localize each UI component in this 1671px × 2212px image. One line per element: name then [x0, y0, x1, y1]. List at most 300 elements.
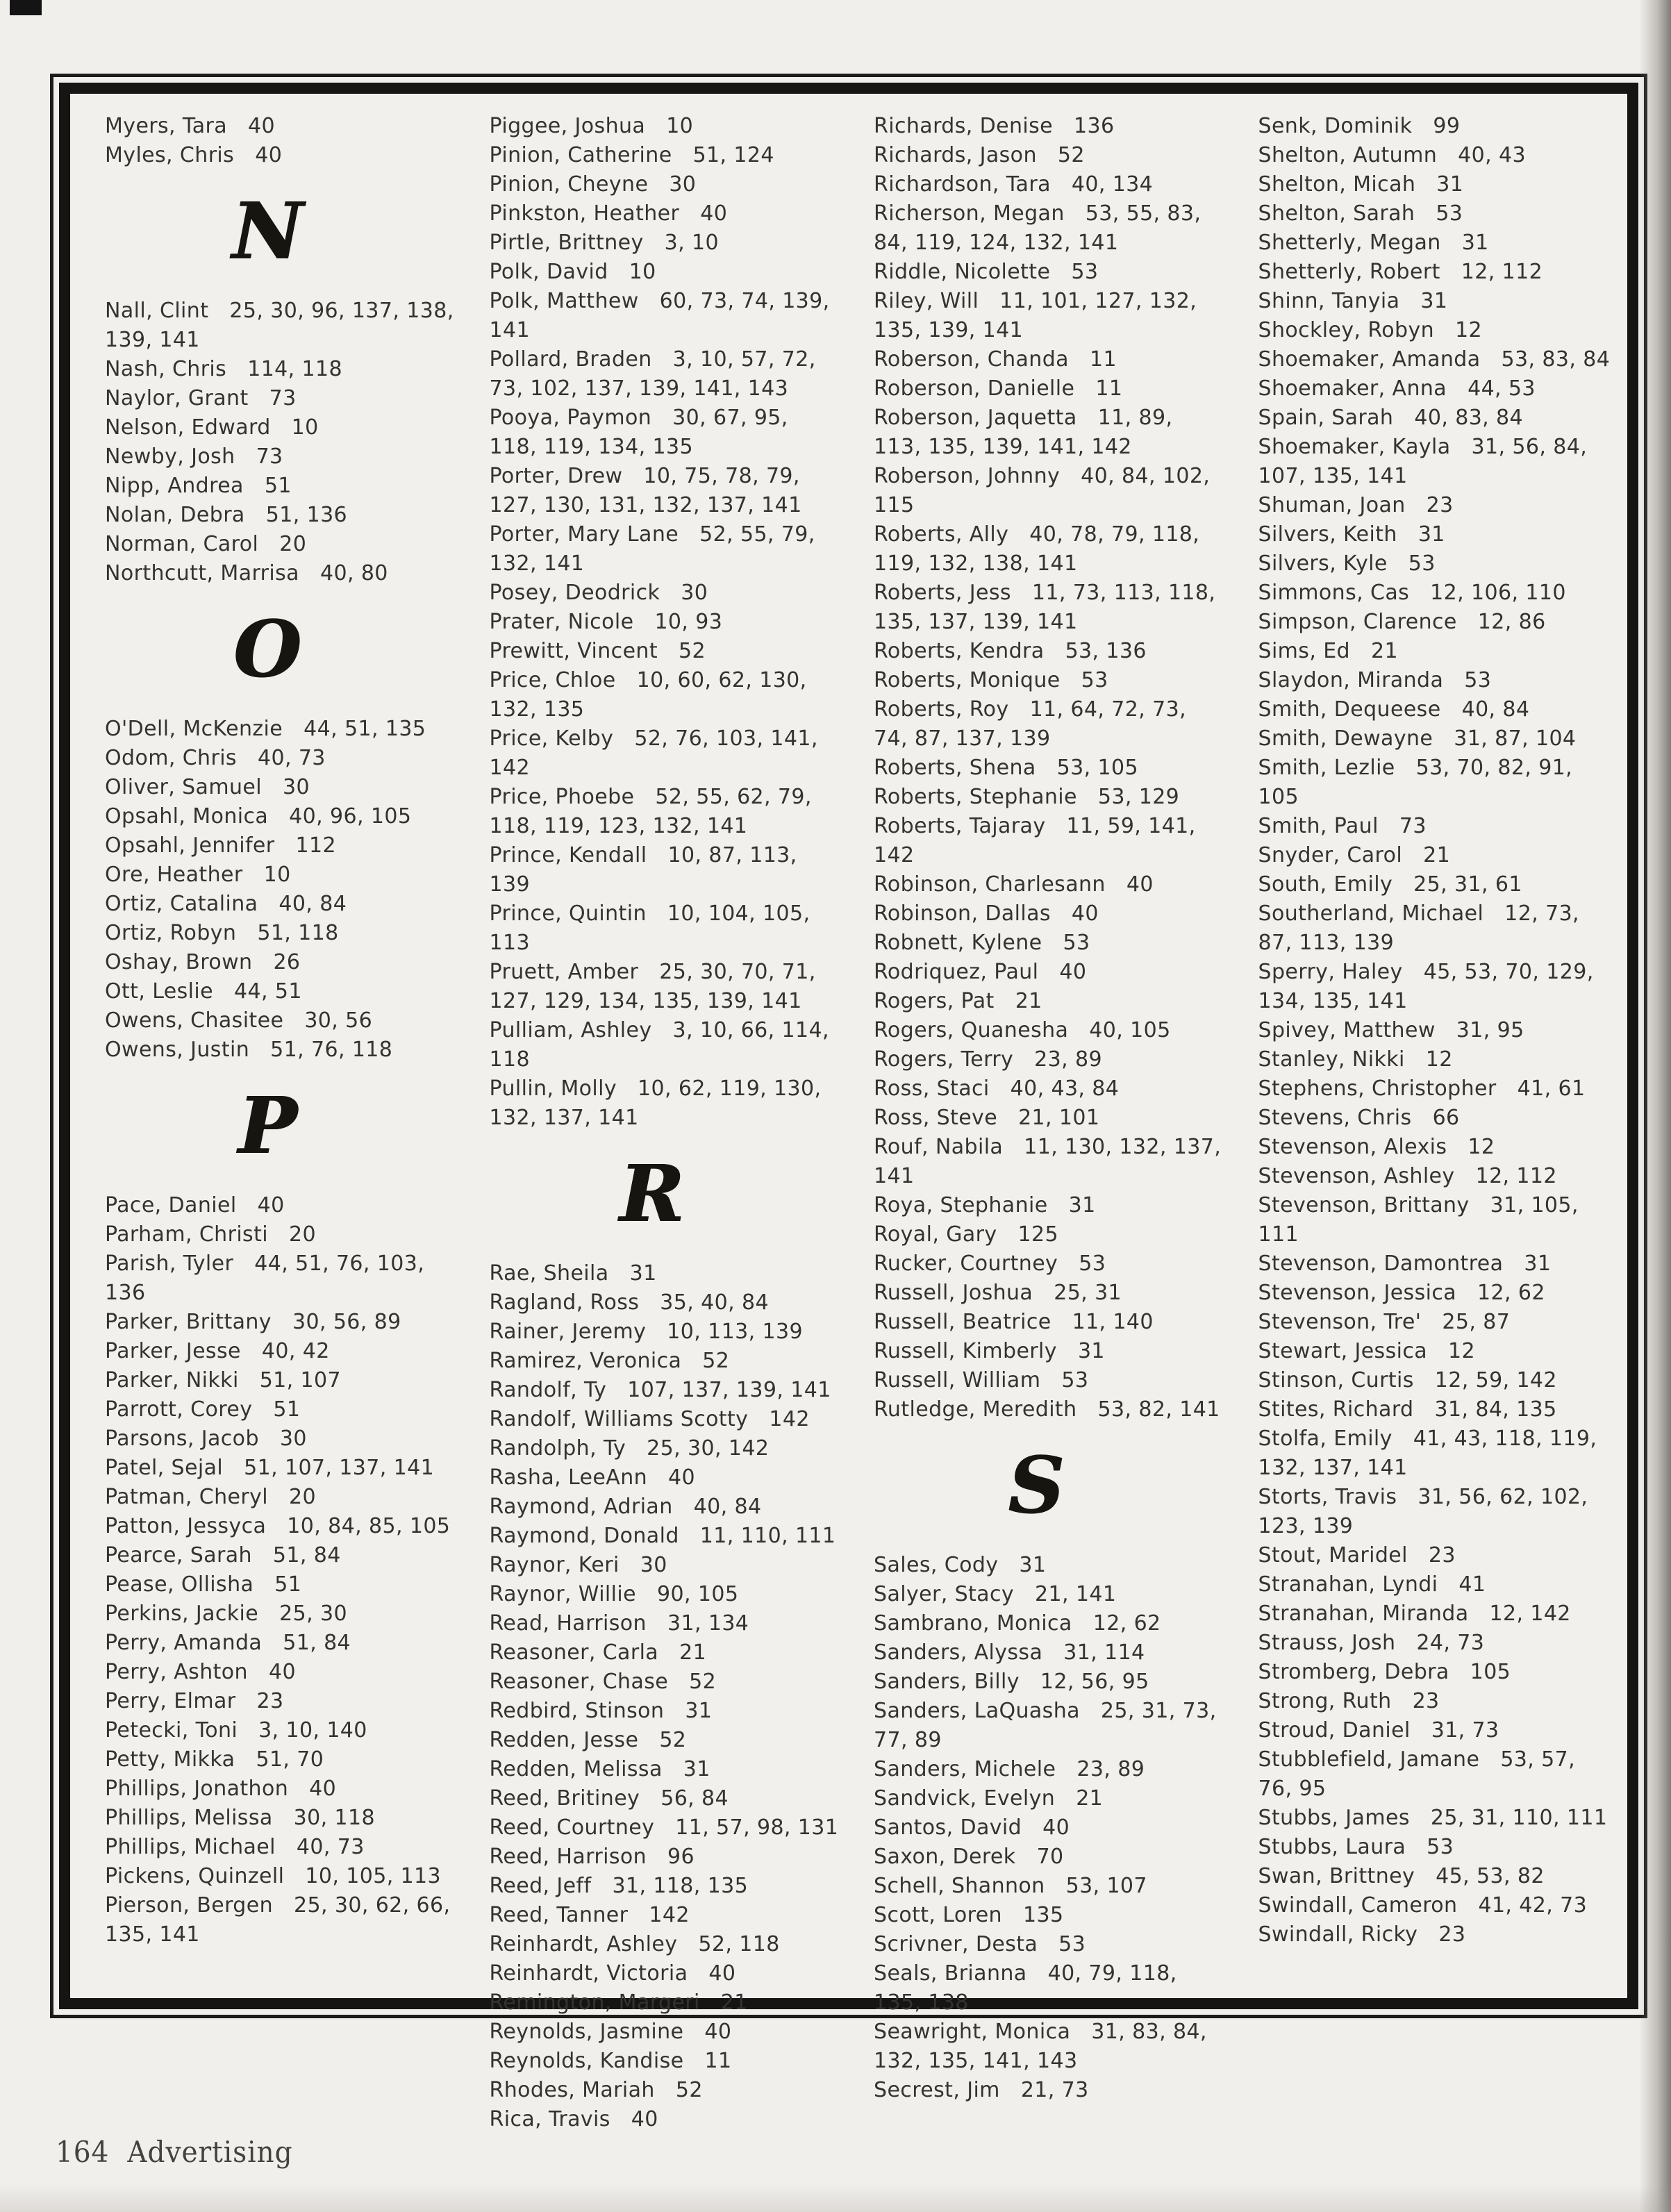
index-entry [105, 1220, 458, 1249]
index-entry [1258, 695, 1611, 724]
entry-pages: 25, 30, 96, 137, 138, 139, 141 [105, 299, 454, 352]
entry-name: Storts, Travis [1258, 1485, 1397, 1509]
index-entry [490, 170, 842, 199]
entry-pages: 53 [1081, 668, 1108, 692]
entry-pages: 96 [667, 1845, 695, 1869]
entry-name: Spivey, Matthew [1258, 1018, 1436, 1042]
entry-pages: 40, 78, 79, 118, 119, 132, 138, 141 [874, 522, 1200, 576]
index-entry [1258, 1337, 1611, 1366]
entry-name: Perry, Ashton [105, 1660, 248, 1684]
entry-pages: 25, 31 [1054, 1281, 1122, 1305]
index-entry [490, 1074, 842, 1133]
index-entry [105, 1366, 458, 1395]
entry-pages: 23, 89 [1034, 1047, 1102, 1072]
index-entry [1258, 1687, 1611, 1716]
index-entry [1258, 141, 1611, 170]
entry-name: Stout, Maridel [1258, 1543, 1408, 1567]
index-entry [105, 1424, 458, 1454]
entry-pages: 40, 80 [319, 561, 388, 585]
entry-pages: 53, 136 [1065, 639, 1147, 663]
index-entry [874, 1580, 1227, 1609]
entry-pages: 53, 82, 141 [1097, 1397, 1220, 1422]
entry-name: Shelton, Sarah [1258, 201, 1415, 226]
entry-name: Perry, Elmar [105, 1689, 236, 1713]
index-entry [490, 1813, 842, 1843]
entry-name: Royal, Gary [874, 1222, 997, 1247]
entry-pages: 10 [263, 863, 291, 887]
entry-name: Rhodes, Mariah [489, 2078, 655, 2102]
entry-name: Strong, Ruth [1258, 1689, 1392, 1713]
entry-pages: 40 [255, 143, 283, 167]
entry-name: Shoemaker, Kayla [1258, 435, 1451, 459]
entry-name: Scott, Loren [874, 1903, 1002, 1927]
entry-name: Sims, Ed [1258, 639, 1351, 663]
entry-name: Roberts, Ally [874, 522, 1009, 547]
entry-name: Reasoner, Chase [489, 1670, 669, 1694]
entry-name: Sanders, Alyssa [874, 1640, 1043, 1665]
entry-name: Reinhardt, Victoria [489, 1961, 688, 1986]
index-entry [490, 199, 842, 228]
entry-pages: 11 [1089, 347, 1117, 372]
index-entry [105, 919, 458, 948]
index-entry [490, 1317, 842, 1347]
index-entry [874, 783, 1227, 812]
index-entry [874, 1279, 1227, 1308]
index-entry [874, 1609, 1227, 1638]
index-entry [105, 1833, 458, 1862]
entry-name: Roberts, Kendra [874, 639, 1045, 663]
entry-name: Sambrano, Monica [874, 1611, 1072, 1636]
entry-pages: 40, 42 [261, 1339, 330, 1363]
entry-name: Pickens, Quinzell [105, 1864, 285, 1888]
entry-pages: 40, 84 [693, 1495, 762, 1519]
entry-name: Redbird, Stinson [489, 1699, 665, 1723]
index-entry [874, 1308, 1227, 1337]
index-entry [105, 948, 458, 977]
entry-pages: 11, 73, 113, 118, 135, 137, 139, 141 [874, 581, 1216, 634]
index-entry [1258, 579, 1611, 608]
entry-name: Slaydon, Miranda [1258, 668, 1444, 692]
entry-name: Stevens, Chris [1258, 1106, 1412, 1130]
index-entry [1258, 520, 1611, 549]
index-column [874, 112, 1227, 2102]
entry-name: Smith, Lezlie [1258, 756, 1395, 780]
index-entry [1258, 112, 1611, 141]
index-entry [490, 666, 842, 724]
entry-name: Stephens, Christopher [1258, 1076, 1497, 1101]
index-entry [874, 1104, 1227, 1133]
index-entry [490, 258, 842, 287]
index-entry [1258, 374, 1611, 404]
index-entry [105, 442, 458, 472]
index-entry [490, 287, 842, 345]
entry-name: Reynolds, Jasmine [489, 2020, 684, 2044]
index-entry [490, 1755, 842, 1784]
entry-pages: 31 [1077, 1339, 1105, 1363]
entry-name: Shelton, Autumn [1258, 143, 1438, 167]
entry-pages: 31, 87, 104 [1454, 726, 1577, 751]
entry-name: Ortiz, Robyn [105, 921, 237, 945]
entry-name: Roberson, Danielle [874, 376, 1075, 401]
entry-name: Simmons, Cas [1258, 581, 1410, 605]
entry-pages: 3, 10, 66, 114, 118 [489, 1018, 829, 1072]
index-entry [105, 890, 458, 919]
entry-pages: 90, 105 [657, 1582, 739, 1606]
index-entry [490, 2047, 842, 2076]
entry-pages: 53 [1058, 1932, 1086, 1956]
index-entry [490, 1609, 842, 1638]
entry-name: Naylor, Grant [105, 386, 249, 410]
entry-name: Stevenson, Alexis [1258, 1135, 1447, 1159]
index-entry [490, 1434, 842, 1463]
index-entry [874, 1045, 1227, 1074]
entry-name: Parham, Christi [105, 1222, 268, 1247]
index-entry [490, 1784, 842, 1813]
entry-name: Oliver, Samuel [105, 775, 262, 799]
index-entry [874, 374, 1227, 404]
index-entry [490, 1930, 842, 1959]
section-letter-p: P [238, 1081, 297, 1172]
entry-pages: 52 [659, 1728, 687, 1752]
entry-pages: 10, 75, 78, 79, 127, 130, 131, 132, 137, 141 [489, 464, 802, 517]
index-entry [1258, 1658, 1611, 1687]
entry-name: Roberts, Roy [874, 697, 1009, 722]
entry-name: Stromberg, Debra [1258, 1660, 1449, 1684]
entry-pages: 25, 30, 62, 66, 135, 141 [105, 1893, 451, 1947]
entry-pages: 51, 136 [265, 503, 348, 527]
entry-pages: 25, 30 [279, 1602, 347, 1626]
entry-name: Stevenson, Ashley [1258, 1164, 1455, 1188]
entry-name: Sales, Cody [874, 1553, 999, 1577]
entry-pages: 53 [1427, 1835, 1454, 1859]
entry-name: Nall, Clint [105, 299, 209, 323]
entry-pages: 73 [269, 386, 297, 410]
index-entry [1258, 899, 1611, 958]
entry-pages: 31, 114 [1063, 1640, 1145, 1665]
index-entry [105, 559, 458, 588]
entry-pages: 135 [1022, 1903, 1064, 1927]
entry-name: Smith, Dewayne [1258, 726, 1433, 751]
index-entry [1258, 1599, 1611, 1629]
entry-pages: 51, 107 [259, 1368, 341, 1392]
entry-name: Prince, Quintin [489, 901, 647, 926]
entry-name: Stewart, Jessica [1258, 1339, 1428, 1363]
entry-name: Owens, Chasitee [105, 1008, 284, 1033]
entry-name: Pearce, Sarah [105, 1543, 252, 1567]
entry-pages: 20 [279, 532, 307, 556]
entry-pages: 51 [273, 1397, 301, 1422]
index-entry [490, 345, 842, 404]
entry-pages: 53 [1436, 201, 1463, 226]
index-entry [874, 812, 1227, 870]
entry-name: Perry, Amanda [105, 1631, 263, 1655]
entry-name: Rutledge, Meredith [874, 1397, 1077, 1422]
entry-pages: 23 [1412, 1689, 1440, 1713]
entry-pages: 40 [309, 1777, 337, 1801]
entry-pages: 40 [1059, 960, 1087, 984]
entry-name: Polk, Matthew [489, 289, 639, 313]
entry-name: Redden, Melissa [489, 1757, 663, 1781]
entry-name: Nolan, Debra [105, 503, 245, 527]
entry-name: Sanders, LaQuasha [874, 1699, 1080, 1723]
entry-name: Roberts, Tajaray [874, 814, 1046, 838]
entry-pages: 11, 110, 111 [699, 1524, 836, 1548]
entry-pages: 21 [679, 1640, 707, 1665]
entry-name: Spain, Sarah [1258, 406, 1394, 430]
index-entry [874, 1697, 1227, 1755]
entry-name: Roya, Stephanie [874, 1193, 1048, 1217]
entry-pages: 105 [1470, 1660, 1511, 1684]
entry-pages: 12, 106, 110 [1430, 581, 1566, 605]
index-entry [105, 1599, 458, 1629]
entry-pages: 52 [679, 639, 706, 663]
entry-name: Pirtle, Brittney [489, 231, 644, 255]
entry-pages: 31, 83, 84, 132, 135, 141, 143 [874, 2020, 1207, 2073]
entry-name: Silvers, Keith [1258, 522, 1397, 547]
entry-pages: 30, 118 [293, 1806, 375, 1830]
entry-name: Phillips, Jonathon [105, 1777, 289, 1801]
entry-pages: 12, 112 [1461, 260, 1543, 284]
entry-name: Smith, Paul [1258, 814, 1379, 838]
entry-pages: 31 [1420, 289, 1448, 313]
index-entry [490, 1259, 842, 1288]
entry-pages: 23 [1438, 1922, 1466, 1947]
entry-pages: 53, 107 [1065, 1874, 1147, 1898]
entry-pages: 21 [720, 1990, 748, 2015]
index-entry [874, 1901, 1227, 1930]
entry-pages: 12, 142 [1489, 1602, 1571, 1626]
index-entry [1258, 1920, 1611, 1949]
entry-name: Senk, Dominik [1258, 114, 1413, 138]
entry-name: Randolf, Williams Scotty [489, 1407, 749, 1431]
entry-pages: 51 [274, 1572, 302, 1597]
entry-name: Petecki, Toni [105, 1718, 238, 1743]
index-entry [874, 1930, 1227, 1959]
entry-name: Roberts, Jess [874, 581, 1011, 605]
index-entry [490, 579, 842, 608]
entry-name: Santos, David [874, 1815, 1022, 1840]
entry-name: Phillips, Michael [105, 1835, 276, 1859]
entry-pages: 53 [1063, 931, 1090, 955]
entry-name: Roberts, Monique [874, 668, 1061, 692]
entry-pages: 53 [1061, 1368, 1089, 1392]
entry-pages: 40, 84, 102, 115 [874, 464, 1211, 517]
entry-pages: 21 [1423, 843, 1451, 867]
entry-name: Stites, Richard [1258, 1397, 1414, 1422]
index-entry [490, 520, 842, 579]
entry-name: Prewitt, Vincent [489, 639, 658, 663]
entry-pages: 10, 60, 62, 130, 132, 135 [489, 668, 807, 722]
entry-pages: 40, 43 [1458, 143, 1526, 167]
entry-name: Patel, Sejal [105, 1456, 224, 1480]
entry-pages: 40, 84 [278, 892, 347, 916]
entry-pages: 21, 141 [1035, 1582, 1117, 1606]
entry-name: Shoemaker, Anna [1258, 376, 1447, 401]
index-entry [490, 958, 842, 1016]
entry-pages: 40, 73 [257, 746, 326, 770]
index-entry [874, 258, 1227, 287]
index-entry [874, 1784, 1227, 1813]
entry-name: Parrott, Corey [105, 1397, 253, 1422]
index-entry [874, 1191, 1227, 1220]
entry-pages: 12 [1448, 1339, 1476, 1363]
entry-name: Robinson, Dallas [874, 901, 1051, 926]
entry-name: Rogers, Pat [874, 989, 995, 1013]
entry-pages: 23 [256, 1689, 284, 1713]
index-entry [1258, 1716, 1611, 1745]
entry-pages: 40 [257, 1193, 285, 1217]
entry-pages: 73 [256, 444, 283, 469]
entry-pages: 30 [640, 1553, 667, 1577]
entry-pages: 31, 118, 135 [612, 1874, 749, 1898]
index-entry [105, 744, 458, 773]
index-entry [874, 1366, 1227, 1395]
entry-name: Pruett, Amber [489, 960, 639, 984]
entry-pages: 40 [708, 1961, 736, 1986]
entry-pages: 40, 105 [1089, 1018, 1171, 1042]
entry-pages: 53 [1464, 668, 1492, 692]
entry-pages: 30 [669, 172, 697, 197]
index-entry [1258, 1424, 1611, 1483]
index-entry [490, 1522, 842, 1551]
entry-name: Smith, Dequeese [1258, 697, 1441, 722]
section-letter-n: N [231, 186, 304, 277]
entry-name: Myers, Tara [105, 114, 227, 138]
index-entry [490, 112, 842, 141]
entry-pages: 52 [702, 1349, 730, 1373]
entry-name: Rucker, Courtney [874, 1251, 1058, 1276]
entry-name: Reed, Tanner [489, 1903, 629, 1927]
entry-pages: 20 [289, 1485, 317, 1509]
entry-pages: 51, 76, 118 [270, 1038, 393, 1062]
index-entry [874, 1872, 1227, 1901]
entry-pages: 10, 84, 85, 105 [287, 1514, 451, 1538]
entry-name: Russell, Kimberly [874, 1339, 1057, 1363]
entry-pages: 31, 73 [1431, 1718, 1499, 1743]
index-entry [1258, 1133, 1611, 1162]
entry-pages: 40 [268, 1660, 296, 1684]
entry-name: Patman, Cheryl [105, 1485, 269, 1509]
entry-name: Schell, Shannon [874, 1874, 1045, 1898]
index-entry [1258, 1804, 1611, 1833]
entry-name: Rogers, Quanesha [874, 1018, 1069, 1042]
entry-pages: 114, 118 [247, 357, 342, 381]
entry-name: Shinn, Tanyia [1258, 289, 1400, 313]
entry-pages: 3, 10 [664, 231, 719, 255]
entry-pages: 51 [264, 474, 292, 498]
entry-pages: 10 [291, 415, 319, 440]
entry-name: Nash, Chris [105, 357, 227, 381]
entry-name: Prince, Kendall [489, 843, 647, 867]
index-entry [1258, 666, 1611, 695]
index-entry [874, 2076, 1227, 2105]
index-entry [105, 773, 458, 802]
entry-name: Stevenson, Brittany [1258, 1193, 1470, 1217]
index-entry [1258, 404, 1611, 433]
index-entry [874, 112, 1227, 141]
index-entry [105, 472, 458, 501]
index-entry [105, 1249, 458, 1308]
index-entry [490, 1288, 842, 1317]
entry-pages: 10, 62, 119, 130, 132, 137, 141 [489, 1076, 822, 1130]
entry-name: Stubbs, James [1258, 1806, 1410, 1830]
entry-name: Shuman, Joan [1258, 493, 1406, 517]
index-entry [1258, 754, 1611, 812]
index-entry [105, 384, 458, 413]
index-entry [490, 1638, 842, 1668]
entry-name: Russell, Joshua [874, 1281, 1033, 1305]
entry-name: Roberson, Chanda [874, 347, 1069, 372]
index-entry [1258, 812, 1611, 841]
entry-pages: 11, 101, 127, 132, 135, 139, 141 [874, 289, 1197, 342]
index-entry [874, 666, 1227, 695]
index-entry [1258, 1629, 1611, 1658]
index-entry [105, 1541, 458, 1570]
entry-pages: 31 [1461, 231, 1489, 255]
entry-name: Raynor, Keri [489, 1553, 620, 1577]
entry-pages: 56, 84 [660, 1786, 729, 1811]
entry-pages: 53, 129 [1097, 785, 1180, 809]
index-entry [105, 1774, 458, 1804]
entry-pages: 11, 59, 141, 142 [874, 814, 1196, 867]
entry-pages: 12, 62 [1092, 1611, 1161, 1636]
index-entry [105, 1891, 458, 1949]
index-entry [1258, 1745, 1611, 1804]
entry-name: Ramirez, Veronica [489, 1349, 682, 1373]
entry-pages: 41, 61 [1517, 1076, 1586, 1101]
entry-name: Secrest, Jim [874, 2078, 1000, 2102]
entry-name: Sanders, Michele [874, 1757, 1056, 1781]
index-entry [874, 754, 1227, 783]
index-entry [874, 958, 1227, 987]
entry-pages: 40 [1071, 901, 1099, 926]
index-entry [1258, 1162, 1611, 1191]
entry-pages: 40, 134 [1071, 172, 1154, 197]
entry-name: Rae, Sheila [489, 1261, 609, 1286]
index-entry [874, 170, 1227, 199]
entry-pages: 25, 30, 70, 71, 127, 129, 134, 135, 139, 141 [489, 960, 816, 1013]
index-entry [874, 1755, 1227, 1784]
entry-pages: 44, 51, 135 [304, 717, 426, 741]
entry-pages: 23 [1428, 1543, 1456, 1567]
entry-name: Seawright, Monica [874, 2020, 1071, 2044]
entry-pages: 53, 55, 83, 84, 119, 124, 132, 141 [874, 201, 1202, 255]
entry-name: Riddle, Nicolette [874, 260, 1051, 284]
entry-name: Reasoner, Carla [489, 1640, 659, 1665]
entry-name: Pooya, Paymon [489, 406, 652, 430]
index-entry [105, 1483, 458, 1512]
index-entry [105, 1454, 458, 1483]
index-entry [490, 1959, 842, 1988]
entry-name: Reed, Harrison [489, 1845, 647, 1869]
entry-name: Ross, Staci [874, 1076, 990, 1101]
entry-name: Price, Phoebe [489, 785, 635, 809]
entry-pages: 3, 10, 140 [258, 1718, 367, 1743]
entry-pages: 70 [1036, 1845, 1064, 1869]
entry-pages: 31, 134 [667, 1611, 749, 1636]
entry-pages: 3, 10, 57, 72, 73, 102, 137, 139, 141, 143 [489, 347, 816, 401]
entry-name: Pinkston, Heather [489, 201, 680, 226]
entry-name: Pease, Ollisha [105, 1572, 254, 1597]
entry-pages: 11, 57, 98, 131 [675, 1815, 839, 1840]
entry-pages: 31, 95 [1456, 1018, 1524, 1042]
index-entry [874, 1551, 1227, 1580]
entry-pages: 11 [1095, 376, 1123, 401]
entry-pages: 45, 53, 70, 129, 134, 135, 141 [1258, 960, 1594, 1013]
index-entry [874, 141, 1227, 170]
index-entry [490, 2105, 842, 2134]
entry-name: Price, Chloe [489, 668, 616, 692]
